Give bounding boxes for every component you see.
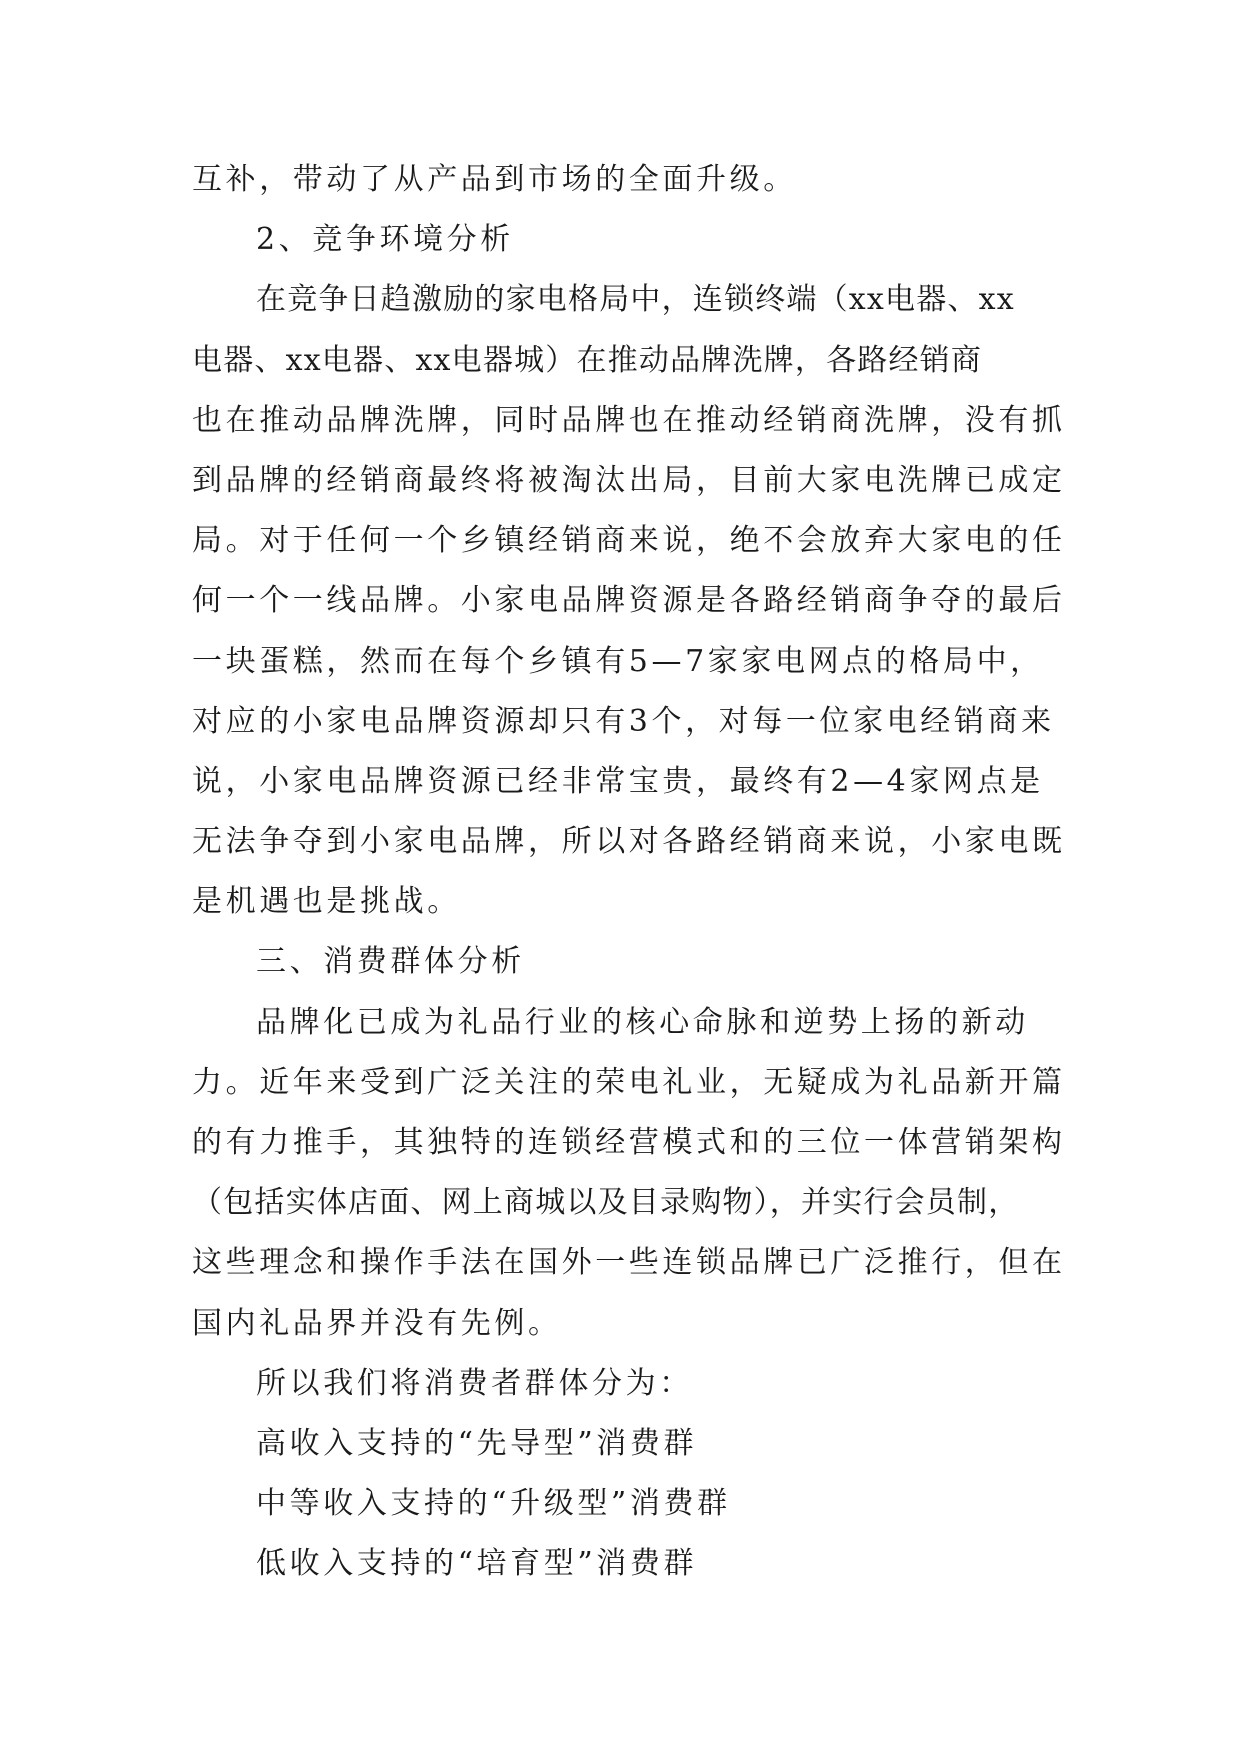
list-item: 低收入支持的“培育型”消费群 (256, 1546, 698, 1582)
paragraph-line: 是机遇也是挑战。 (192, 884, 461, 920)
paragraph-line: 对应的小家电品牌资源却只有3个，对每一位家电经销商来 (192, 703, 1055, 739)
paragraph-line: （包括实体店面、网上商城以及目录购物），并实行会员制， (192, 1185, 1020, 1221)
paragraph-line: 所以我们将消费者群体分为： (256, 1365, 693, 1401)
paragraph-line: 也在推动品牌洗牌，同时品牌也在推动经销商洗牌，没有抓 (192, 402, 1066, 438)
paragraph-line: 力。近年来受到广泛关注的荣电礼业，无疑成为礼品新开篇 (192, 1064, 1066, 1100)
section-heading-competition: 2、竞争环境分析 (256, 222, 514, 258)
paragraph-line: 在竞争日趋激励的家电格局中，连锁终端（xx电器、xx (256, 282, 1015, 318)
list-item: 高收入支持的“先导型”消费群 (256, 1425, 698, 1461)
body-text (192, 150, 1066, 1595)
paragraph-line: 国内礼品界并没有先例。 (192, 1305, 562, 1341)
section-heading-consumers: 三、消费群体分析 (256, 944, 525, 980)
paragraph-line: 一块蛋糕，然而在每个乡镇有5—7家家电网点的格局中， (192, 643, 1044, 679)
paragraph-line: 到品牌的经销商最终将被淘汰出局，目前大家电洗牌已成定 (192, 462, 1066, 498)
paragraph-line: 电器、xx电器、xx电器城）在推动品牌洗牌，各路经销商 (192, 342, 983, 378)
paragraph-line: 何一个一线品牌。小家电品牌资源是各路经销商争夺的最后 (192, 583, 1066, 619)
paragraph-line: 说，小家电品牌资源已经非常宝贵，最终有2—4家网点是 (192, 763, 1044, 799)
paragraph-line: 局。对于任何一个乡镇经销商来说，绝不会放弃大家电的任 (192, 523, 1066, 559)
paragraph-line: 这些理念和操作手法在国外一些连锁品牌已广泛推行，但在 (192, 1245, 1066, 1281)
list-item: 中等收入支持的“升级型”消费群 (256, 1486, 731, 1522)
paragraph-line: 品牌化已成为礼品行业的核心命脉和逆势上扬的新动 (256, 1004, 1029, 1040)
paragraph-line: 无法争夺到小家电品牌，所以对各路经销商来说，小家电既 (192, 824, 1066, 860)
paragraph-line: 的有力推手，其独特的连锁经营模式和的三位一体营销架构 (192, 1125, 1066, 1160)
paragraph-line: 互补，带动了从产品到市场的全面升级。 (192, 162, 797, 197)
